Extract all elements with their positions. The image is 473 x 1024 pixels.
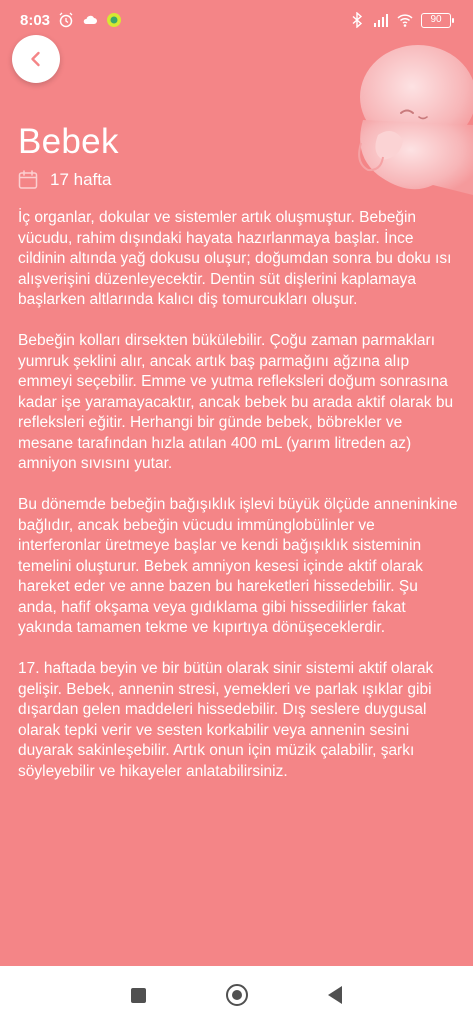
status-time: 8:03 (20, 11, 51, 29)
nav-back-button[interactable] (328, 986, 342, 1004)
chevron-left-icon (26, 49, 46, 69)
recent-apps-button[interactable] (131, 988, 146, 1003)
paragraph-2: Bebeğin kolları dirsekten bükülebilir. Çoğu zaman parmakları yumruk şeklini alır, ancak artık baş parmağını ağzına alıp emmeyi seçebilir. Emme ve yutma refleksleri doğum sonrasına kadar işe yaramayacaktır, ancak bebek bu arada aktif olarak bu refleksleri eğitir. Herhangi bir günde bebek, böbrekler ve mesane tarafından hızla atılan 400 mL (yarım litreden az) amniyon sıvısını yutar. (18, 332, 454, 472)
week-label: 17 hafta (50, 170, 112, 189)
paragraph-4: 17. haftada beyin ve bir bütün olarak sinir sistemi aktif olarak gelişir. Bebek, annenin stresi, yemekleri ve parlak ışıklar gibi dışardan gelen maddeleri hissedebilir. Dış seslere duygusal olarak tepki verir ve sesten korkabilir veya annenin sesini duyarak sakinleşebilir. Artık onun için müzik çalabilir, şarkı söyleyebilir ve hikayeler anlatabilirsiniz. (18, 660, 434, 780)
status-left (20, 12, 122, 29)
calendar-icon (18, 170, 38, 190)
paragraph-1: İç organlar, dokular ve sistemler artık oluşmuştur. Bebeğin vücudu, rahim dışındaki hayata hazırlanmaya başlar. İnce cildinin altında yağ dokusu oluşur; doğumdan sonra bu doku ısı alışverişini düzenleyecektir. Dentin süt dişlerini kaplamaya başlarken altlarında kalıcı diş tomurcukları oluşur. (18, 209, 452, 308)
week-indicator (18, 170, 111, 190)
app-notification-icon (106, 12, 122, 28)
paragraph-3: Bu dönemde bebeğin bağışıklık işlevi büyük ölçüde anneninkine bağlıdır, ancak bebeğin vücudu immünglobülinler ve interferonlar üretmeye başlar ve kendi bağışıklık sisteminin temelini oluşturur. Bebek amniyon kesesi içinde aktif olarak hareket eder ve anne bazen bu hareketleri hissedebilir. Şu anda, hafif okşama veya gıdıklama gibi hissedilirler fakat yakında tamamen tekme ve kıpırtıya dönüşeceklerdir. (18, 496, 458, 636)
battery-indicator: 90 (421, 13, 451, 28)
home-button[interactable] (226, 984, 248, 1006)
system-nav-bar (0, 966, 473, 1024)
cloud-icon (82, 12, 98, 28)
back-button[interactable] (12, 35, 60, 83)
alarm-icon (58, 12, 74, 28)
page-title: Bebek (18, 122, 119, 161)
article-body (18, 208, 458, 803)
fetus-illustration (323, 25, 473, 200)
